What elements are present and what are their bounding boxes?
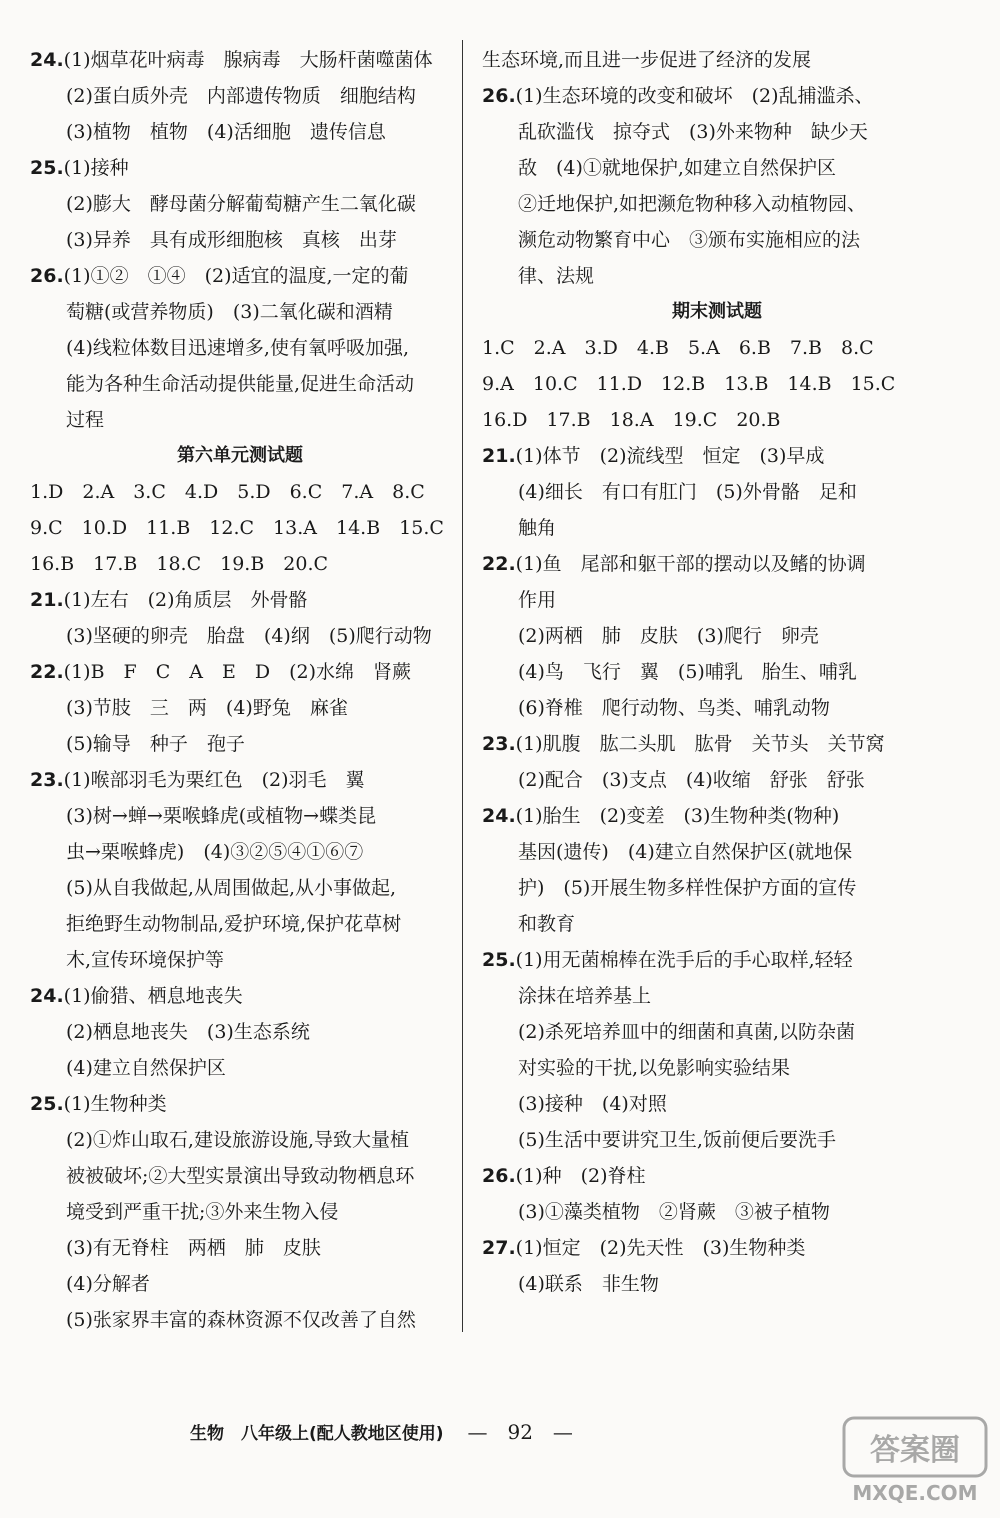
answer-line — [30, 1050, 450, 1086]
answer-line — [30, 150, 450, 186]
answer-line — [482, 870, 952, 906]
answer-text: ②迁地保护,如把濒危物种移入动植物园、 — [518, 193, 867, 215]
answer-line — [30, 834, 450, 870]
answer-text: (3)接种 (4)对照 — [518, 1093, 667, 1115]
answer-line — [30, 690, 450, 726]
answer-line — [30, 330, 450, 366]
answer-text: (5)从自我做起,从周围做起,从小事做起, — [66, 877, 397, 899]
answer-text: (2)两栖 肺 皮肤 (3)爬行 卵壳 — [518, 625, 819, 647]
answer-line — [482, 1266, 952, 1302]
answer-line — [30, 762, 450, 798]
answer-line — [482, 1158, 952, 1194]
answer-line — [30, 186, 450, 222]
page-footer — [190, 1416, 573, 1445]
answer-text: (2)配合 (3)支点 (4)收缩 舒张 舒张 — [518, 769, 865, 791]
answer-line — [482, 222, 952, 258]
answer-text: (3)有无脊柱 两栖 肺 皮肤 — [66, 1237, 321, 1259]
answer-line — [30, 978, 450, 1014]
question-number: 25. — [30, 157, 64, 179]
answer-line — [482, 1194, 952, 1230]
question-number: 26. — [482, 85, 516, 107]
answer-text: 能为各种生命活动提供能量,促进生命活动 — [66, 373, 415, 395]
question-number: 24. — [30, 49, 64, 71]
svg-text:MXQE.COM: MXQE.COM — [852, 1481, 978, 1505]
answer-text: (5)输导 种子 孢子 — [66, 733, 245, 755]
left-column — [30, 42, 450, 1338]
answer-line — [482, 150, 952, 186]
answer-text: (3)树→蝉→栗喉蜂虎(或植物→蝶类昆 — [66, 805, 377, 827]
answer-text: 9.C 10.D 11.B 12.C 13.A 14.B 15.C — [30, 517, 444, 539]
answer-line — [482, 834, 952, 870]
watermark-logo — [840, 1410, 990, 1510]
answer-line — [482, 726, 952, 762]
answer-line — [30, 474, 450, 510]
answer-line — [30, 1230, 450, 1266]
column-divider — [462, 40, 463, 1332]
answer-line — [482, 42, 952, 78]
answer-text: (1)左右 (2)角质层 外骨骼 — [63, 589, 308, 611]
answer-line — [482, 438, 952, 474]
question-number: 26. — [30, 265, 64, 287]
answer-text: 涂抹在培养基上 — [518, 985, 652, 1007]
answer-text: (5)张家界丰富的森林资源不仅改善了自然 — [66, 1309, 416, 1331]
answer-text: (1)偷猎、栖息地丧失 — [63, 985, 243, 1007]
answer-line — [30, 1014, 450, 1050]
question-number: 25. — [482, 949, 516, 971]
answer-line — [30, 1122, 450, 1158]
question-number: 24. — [482, 805, 516, 827]
answer-line — [482, 798, 952, 834]
question-number: 23. — [30, 769, 64, 791]
answer-text: 对实验的干扰,以免影响实验结果 — [518, 1057, 791, 1079]
answer-line — [482, 366, 952, 402]
answer-text: (4)联系 非生物 — [518, 1273, 659, 1295]
answer-text: 律、法规 — [518, 265, 595, 287]
question-number: 21. — [30, 589, 64, 611]
answer-line — [482, 474, 952, 510]
answer-line — [30, 366, 450, 402]
answer-text: 16.D 17.B 18.A 19.C 20.B — [482, 409, 781, 431]
answer-line — [482, 582, 952, 618]
answer-text: (1)恒定 (2)先天性 (3)生物种类 — [515, 1237, 806, 1259]
answer-line — [30, 870, 450, 906]
answer-text: (5)生活中要讲究卫生,饭前便后要洗手 — [518, 1129, 836, 1151]
answer-line — [482, 654, 952, 690]
answer-text: (3)异养 具有成形细胞核 真核 出芽 — [66, 229, 397, 251]
answer-text: (3)节肢 三 两 (4)野兔 麻雀 — [66, 697, 348, 719]
answer-line — [30, 726, 450, 762]
answer-text: (2)①炸山取石,建设旅游设施,导致大量植 — [66, 1129, 409, 1151]
answer-line — [482, 1230, 952, 1266]
answer-line — [30, 402, 450, 438]
question-number: 22. — [482, 553, 516, 575]
answer-text: 境受到严重干扰;③外来生物入侵 — [66, 1201, 339, 1223]
answer-line — [30, 906, 450, 942]
answer-text: (1)鱼 尾部和躯干部的摆动以及鳍的协调 — [515, 553, 866, 575]
answer-text: (3)①藻类植物 ②肾蕨 ③被子植物 — [518, 1201, 830, 1223]
answer-line — [482, 942, 952, 978]
question-number: 24. — [30, 985, 64, 1007]
answer-line — [482, 258, 952, 294]
section-title: 第六单元测试题 — [177, 445, 303, 466]
answer-line — [482, 1122, 952, 1158]
question-number: 27. — [482, 1237, 516, 1259]
answer-text: (3)坚硬的卵壳 胎盘 (4)纲 (5)爬行动物 — [66, 625, 432, 647]
answer-text: 作用 — [518, 589, 557, 611]
answer-text: (1)接种 — [63, 157, 129, 179]
answer-text: 虫→栗喉蜂虎) (4)③②⑤④①⑥⑦ — [66, 841, 364, 863]
answer-text: (4)线粒体数目迅速增多,使有氧呼吸加强, — [66, 337, 409, 359]
answer-text: (1)胎生 (2)变差 (3)生物种类(物种) — [515, 805, 840, 827]
answer-text: (2)杀死培养皿中的细菌和真菌,以防杂菌 — [518, 1021, 855, 1043]
answer-text: 乱砍滥伐 掠夺式 (3)外来物种 缺少天 — [518, 121, 868, 143]
answer-text: (2)蛋白质外壳 内部遗传物质 细胞结构 — [66, 85, 416, 107]
answer-text: 护) (5)开展生物多样性保护方面的宣传 — [518, 877, 857, 899]
answer-line — [482, 1086, 952, 1122]
answer-text: (6)脊椎 爬行动物、鸟类、哺乳动物 — [518, 697, 830, 719]
answer-text: (3)植物 植物 (4)活细胞 遗传信息 — [66, 121, 386, 143]
question-number: 26. — [482, 1165, 516, 1187]
answer-line — [482, 114, 952, 150]
answer-line — [482, 402, 952, 438]
answer-text: (4)分解者 — [66, 1273, 150, 1295]
answer-line — [482, 906, 952, 942]
answer-text: 萄糖(或营养物质) (3)二氧化碳和酒精 — [66, 301, 393, 323]
answer-text: 1.D 2.A 3.C 4.D 5.D 6.C 7.A 8.C — [30, 481, 425, 503]
answer-text: 和教育 — [518, 913, 576, 935]
answer-line — [482, 978, 952, 1014]
answer-text: 敌 (4)①就地保护,如建立自然保护区 — [518, 157, 836, 179]
answer-line — [30, 1086, 450, 1122]
answer-text: 基因(遗传) (4)建立自然保护区(就地保 — [518, 841, 853, 863]
answer-text: 生态环境,而且进一步促进了经济的发展 — [482, 49, 812, 71]
page-number: — 92 — — [467, 1420, 573, 1444]
answer-text: (2)膨大 酵母菌分解葡萄糖产生二氧化碳 — [66, 193, 416, 215]
answer-line — [482, 546, 952, 582]
answer-text: 1.C 2.A 3.D 4.B 5.A 6.B 7.B 8.C — [482, 337, 874, 359]
answer-text: (1)①② ①④ (2)适宜的温度,一定的葡 — [63, 265, 409, 287]
answer-text: (1)B F C A E D (2)水绵 肾蕨 — [63, 661, 412, 683]
answer-text: (1)喉部羽毛为栗红色 (2)羽毛 翼 — [63, 769, 365, 791]
answer-line — [482, 78, 952, 114]
answer-text: 9.A 10.C 11.D 12.B 13.B 14.B 15.C — [482, 373, 896, 395]
answer-line — [30, 1266, 450, 1302]
answer-line — [482, 1014, 952, 1050]
answer-text: (1)生物种类 — [63, 1093, 167, 1115]
footer-subject: 生物 八年级上(配人教地区使用) — [190, 1424, 444, 1444]
right-column — [482, 42, 952, 1302]
answer-line — [30, 654, 450, 690]
answer-text: 木,宣传环境保护等 — [66, 949, 225, 971]
answer-text: (1)生态环境的改变和破坏 (2)乱捕滥杀、 — [515, 85, 874, 107]
answer-line — [30, 1194, 450, 1230]
answer-text: (4)鸟 飞行 翼 (5)哺乳 胎生、哺乳 — [518, 661, 857, 683]
answer-text: 拒绝野生动物制品,爱护环境,保护花草树 — [66, 913, 402, 935]
section-title: 期末测试题 — [672, 301, 762, 322]
answer-line — [482, 1050, 952, 1086]
question-number: 22. — [30, 661, 64, 683]
answer-text: (1)烟草花叶病毒 腺病毒 大肠杆菌噬菌体 — [63, 49, 433, 71]
answer-line — [30, 798, 450, 834]
answer-text: (2)栖息地丧失 (3)生态系统 — [66, 1021, 310, 1043]
answer-line — [30, 546, 450, 582]
answer-line — [482, 510, 952, 546]
answer-line — [30, 78, 450, 114]
answer-line — [30, 1302, 450, 1338]
answer-line — [30, 42, 450, 78]
answer-text: 过程 — [66, 409, 105, 431]
answer-line — [30, 582, 450, 618]
answer-line — [482, 186, 952, 222]
answer-line — [482, 618, 952, 654]
answer-line — [30, 114, 450, 150]
svg-text:答案圈: 答案圈 — [870, 1433, 960, 1468]
answer-line — [30, 942, 450, 978]
answer-text: 濒危动物繁育中心 ③颁布实施相应的法 — [518, 229, 861, 251]
answer-line — [30, 510, 450, 546]
answer-line — [482, 762, 952, 798]
answer-line — [30, 258, 450, 294]
question-number: 25. — [30, 1093, 64, 1115]
answer-line — [482, 330, 952, 366]
answer-text: (1)用无菌棉棒在洗手后的手心取样,轻轻 — [515, 949, 853, 971]
answer-text: 触角 — [518, 517, 557, 539]
question-number: 23. — [482, 733, 516, 755]
answer-text: (4)细长 有口有肛门 (5)外骨骼 足和 — [518, 481, 857, 503]
answer-line — [30, 222, 450, 258]
answer-line — [30, 1158, 450, 1194]
answer-text: (1)种 (2)脊柱 — [515, 1165, 646, 1187]
answer-text: (1)肌腹 肱二头肌 肱骨 关节头 关节窝 — [515, 733, 885, 755]
answer-line — [30, 618, 450, 654]
answer-text: (1)体节 (2)流线型 恒定 (3)早成 — [515, 445, 825, 467]
answer-line — [482, 690, 952, 726]
answer-text: (4)建立自然保护区 — [66, 1057, 226, 1079]
question-number: 21. — [482, 445, 516, 467]
answer-text: 被被破坏;②大型实景演出导致动物栖息环 — [66, 1165, 415, 1187]
answer-line — [30, 294, 450, 330]
answer-text: 16.B 17.B 18.C 19.B 20.C — [30, 553, 329, 575]
